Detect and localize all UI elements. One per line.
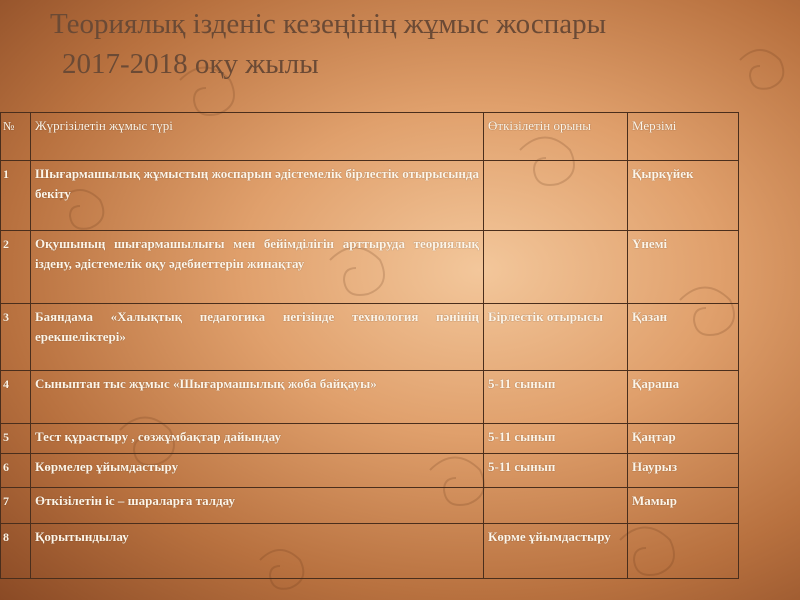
slide-title [50, 4, 750, 84]
header-place: Өткізілетін орыны [484, 113, 628, 161]
slide-title-line-2: 2017-2018 оқу жылы [62, 48, 319, 80]
row-term: Қараша [628, 371, 739, 424]
table-row [1, 488, 739, 524]
row-term: Мамыр [628, 488, 739, 524]
row-work: Оқушының шығармашылығы мен бейімділігін арттыруда теориялық іздену, әдістемелік оқу әдебиеттерін жинақтау [31, 231, 484, 304]
row-work: Сыныптан тыс жұмыс «Шығармашылық жоба байқауы» [31, 371, 484, 424]
table-row [1, 371, 739, 424]
row-term: Үнемі [628, 231, 739, 304]
row-term [628, 524, 739, 579]
row-number: 7 [1, 488, 31, 524]
row-number: 1 [1, 161, 31, 231]
table-row [1, 161, 739, 231]
table-row [1, 524, 739, 579]
table-row [1, 424, 739, 454]
row-place: Бірлестік отырысы [484, 304, 628, 371]
row-number: 2 [1, 231, 31, 304]
row-term: Қазан [628, 304, 739, 371]
row-place: 5-11 сынып [484, 371, 628, 424]
header-term: Мерзімі [628, 113, 739, 161]
row-term: Қаңтар [628, 424, 739, 454]
row-term: Қыркүйек [628, 161, 739, 231]
row-work: Қорытындылау [31, 524, 484, 579]
table-row [1, 454, 739, 488]
row-term: Наурыз [628, 454, 739, 488]
work-plan-table [0, 112, 739, 579]
header-number: № [1, 113, 31, 161]
row-work: Баяндама «Халықтық педагогика негізінде технология пәнінің ерекшеліктері» [31, 304, 484, 371]
row-work: Өткізілетін іс – шараларға талдау [31, 488, 484, 524]
row-place: 5-11 сынып [484, 454, 628, 488]
table-row [1, 304, 739, 371]
row-place [484, 488, 628, 524]
row-place: 5-11 сынып [484, 424, 628, 454]
table-header-row [1, 113, 739, 161]
row-work: Көрмелер ұйымдастыру [31, 454, 484, 488]
row-work: Шығармашылық жұмыстың жоспарын әдістемелік бірлестік отырысында бекіту [31, 161, 484, 231]
row-number: 5 [1, 424, 31, 454]
table-row [1, 231, 739, 304]
row-place: Көрме ұйымдастыру [484, 524, 628, 579]
slide-title-line-1: Теориялық ізденіс кезеңінің жұмыс жоспары [50, 8, 607, 40]
row-number: 3 [1, 304, 31, 371]
row-number: 6 [1, 454, 31, 488]
row-place [484, 231, 628, 304]
row-number: 4 [1, 371, 31, 424]
row-number: 8 [1, 524, 31, 579]
row-work: Тест құрастыру , сөзжұмбақтар дайындау [31, 424, 484, 454]
header-work-type: Жүргізілетін жұмыс түрі [31, 113, 484, 161]
row-place [484, 161, 628, 231]
